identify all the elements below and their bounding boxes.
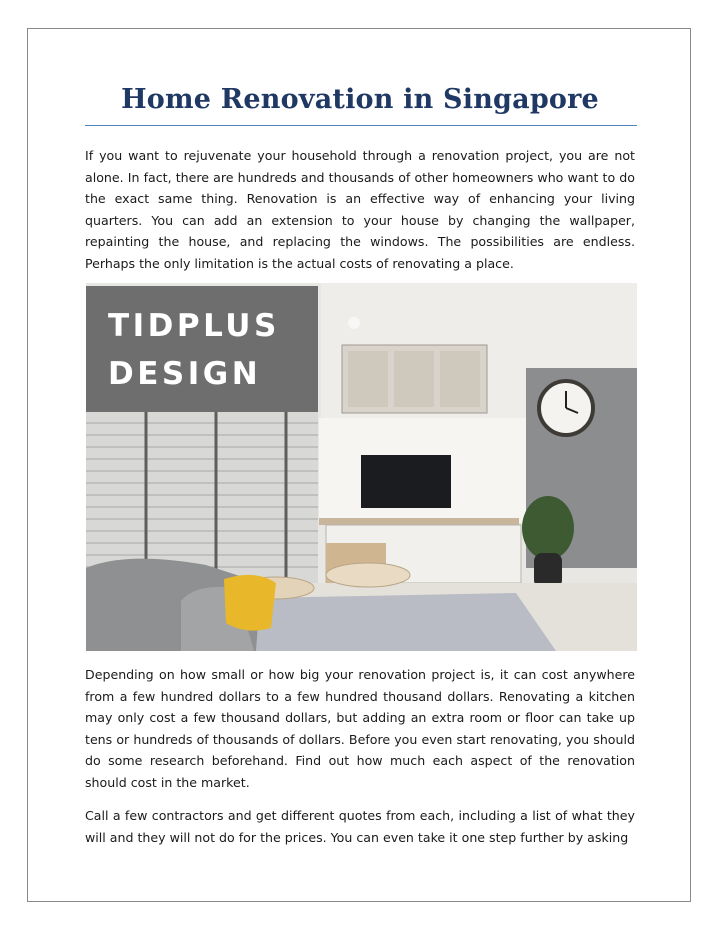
paragraph-intro: If you want to rejuvenate your household through a renovation project, you are not alone. In fact, there are hundreds and thousands of other homeowners who want to do the exact same thing. Renovation is an effective way of enhancing your living quarters. You can add an extension to your house by changing the wallpaper, repainting the house, and replacing the windows. The possibilities are endless. Perhaps the only limitation is the actual costs of renovating a place. [85,148,635,271]
logo-text-line1: TIDPLUS [108,308,280,344]
title-underline [85,125,637,126]
logo-text-line2: DESIGN [108,356,262,392]
living-room-photo [86,283,637,651]
paragraph-costs: Depending on how small or how big your renovation project is, it can cost anywhere from a few hundred dollars to a few hundred thousand dollars. Renovating a kitchen may only cost a few thousand dollars, but adding an extra room or floor can take up tens or hundreds of thousands of dollars. Before you even start renovating, you should do some research beforehand. Find out how much each aspect of the renovation should cost in the market. [85,667,635,790]
tidplus-logo [86,286,318,412]
paragraph-contractors: Call a few contractors and get different quotes from each, including a list of what they will and they will not do for the prices. You can even take it one step further by asking [85,808,635,845]
page-title: Home Renovation in Singapore [121,84,599,115]
